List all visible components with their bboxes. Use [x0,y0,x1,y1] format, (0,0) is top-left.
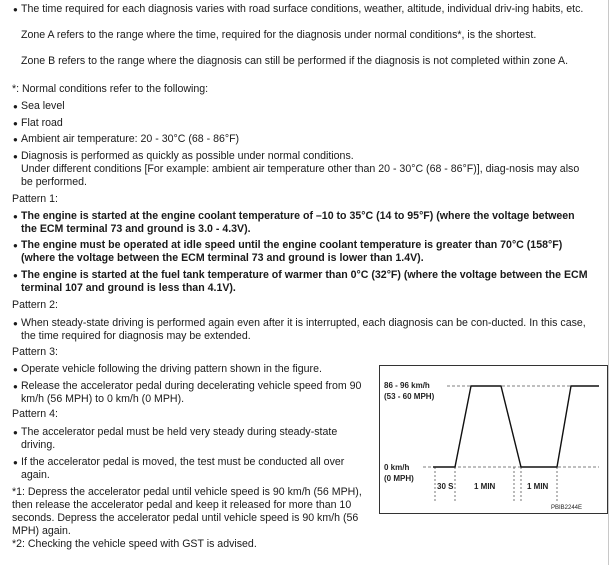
list-item: Operate vehicle following the driving pattern shown in the figure. [21,363,322,375]
list-item: When steady-state driving is performed again even after it is interrupted, each diagnosis can be con-ducted. In this case, the time required for diagnosis may be extended. [21,317,586,342]
pattern-4-label: Pattern 4: [12,408,58,420]
low-speed-label: 0 km/h [384,463,410,472]
interval-1min-label: 1 MIN [474,482,496,491]
bullet: ● [13,458,18,467]
high-speed-label: 86 - 96 km/h [384,381,430,390]
low-speed-mph-label: (0 MPH) [384,474,414,483]
normal-conditions-heading: *: Normal conditions refer to the following: [12,83,209,95]
speed-trace-line [433,386,599,467]
list-item: The engine must be operated at idle speed until the engine coolant temperature is greater than 70°C (158°F) (where the voltage between the ECM terminal 73 and ground is lower than 1.4V). [21,239,563,264]
bullet: ● [13,319,18,328]
list-item: The accelerator pedal must be held very steady during steady-state driving. [21,426,338,451]
bullet: ● [13,102,18,111]
list-item: Sea level [21,100,65,112]
bullet: ● [13,365,18,374]
figure-code: PBIB2244E [551,505,583,511]
bullet: ● [13,382,18,391]
list-item: Release the accelerator pedal during decelerating vehicle speed from 90 km/h (56 MPH) to 0 km/h (0 MPH). [21,380,362,405]
bullet: ● [13,152,18,161]
list-item: Flat road [21,117,63,129]
bullet: ● [13,119,18,128]
pattern-3-label: Pattern 3: [12,346,58,358]
pattern-1-label: Pattern 1: [12,193,58,205]
interval-1min-label: 1 MIN [527,482,549,491]
bullet: ● [13,428,18,437]
bullet: ● [13,241,18,250]
intro-time-text: The time required for each diagnosis varies with road surface conditions, weather, altitude, individual driv-ing habits, etc. [21,3,584,15]
zone-b-text: Zone B refers to the range where the diagnosis can still be performed if the diagnosis is not completed within zone A. [21,55,569,67]
interval-30s-label: 30 S [437,482,454,491]
list-item: The engine is started at the fuel tank temperature of warmer than 0°C (32°F) (where the voltage between the ECM terminal 107 and ground is less than 4.1V). [21,269,588,294]
high-speed-mph-label: (53 - 60 MPH) [384,392,435,401]
bullet: ● [13,135,18,144]
list-item: If the accelerator pedal is moved, the test must be conducted all over again. [21,456,345,481]
different-conditions-text: Under different conditions [For example: ambient air temperature other than 20 - 30°C (68 - 86°F)], diag-nosis may also be performed. [21,163,580,188]
footnote-1: *1: Depress the accelerator pedal until vehicle speed is 90 km/h (56 MPH), then release the accelerator pedal and keep it released for more than 10 seconds. Depress the accelerator pedal until vehicle speed is 90 km/h (56 MPH) again. [12,486,362,537]
bullet: ● [13,5,18,14]
driving-pattern-figure [379,365,609,515]
bullet: ● [13,212,18,221]
list-item: The engine is started at the engine coolant temperature of –10 to 35°C (14 to 95°F) (where the voltage between the ECM terminal 73 and ground is 3.0 - 4.3V). [21,210,575,235]
footnote-2: *2: Checking the vehicle speed with GST is advised. [12,538,257,550]
zone-a-text: Zone A refers to the range where the time, required for the diagnosis under normal conditions*, is the shortest. [21,29,537,41]
list-item: Ambient air temperature: 20 - 30°C (68 - 86°F) [21,133,240,145]
pattern-2-label: Pattern 2: [12,299,58,311]
list-item: Diagnosis is performed as quickly as possible under normal conditions. [21,150,354,162]
bullet: ● [13,271,18,280]
